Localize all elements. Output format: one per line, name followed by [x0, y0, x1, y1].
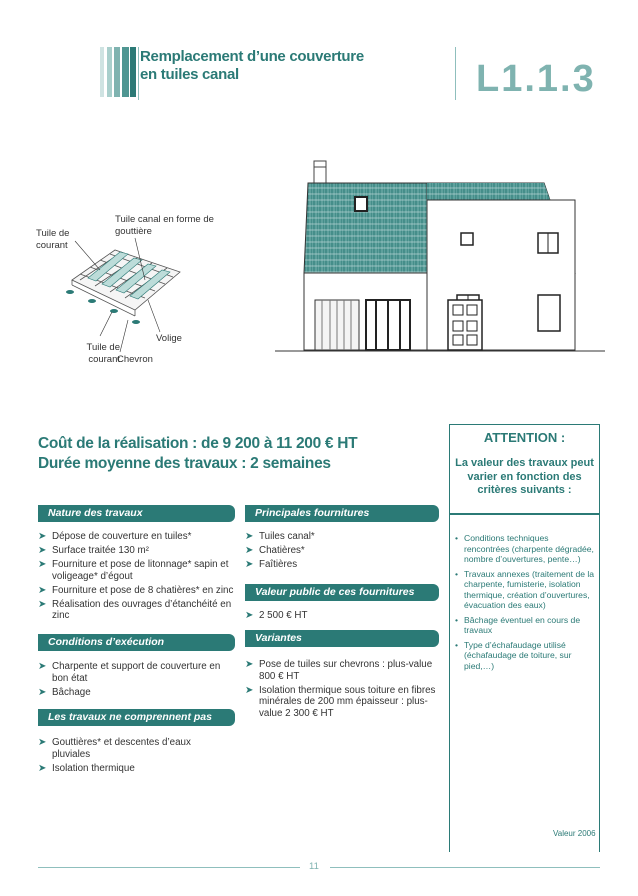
illustration-area: [0, 150, 638, 380]
list-item: ➤ Isolation thermique: [38, 762, 135, 774]
arrow-icon: ➤: [38, 584, 47, 596]
list-item: ➤ Isolation thermique sous toiture en fibres minérales de 200 mm épaisseur : plus-value 2 300 € HT: [245, 684, 436, 719]
nature-list: [38, 531, 238, 624]
arrow-icon: ➤: [245, 531, 254, 542]
list-item: ➤ Charpente et support de couverture en bon état: [38, 661, 221, 684]
variantes-list: [245, 659, 440, 722]
section-variantes-title: Variantes: [245, 630, 439, 647]
arrow-icon: ➤: [245, 545, 254, 556]
arrow-icon: ➤: [38, 531, 47, 542]
page-number: 11: [309, 861, 319, 872]
list-item: ➤ Fourniture et pose de litonnage* sapin et voligeage* d’égout: [38, 559, 229, 582]
arrow-icon: ➤: [38, 762, 47, 774]
attention-divider: [449, 513, 600, 515]
section-conditions-title: Conditions d’exécution: [38, 634, 235, 651]
cost-line: Coût de la réalisation : de 9 200 à 11 200 € HT: [38, 435, 358, 452]
list-item: ➤ Surface traitée 130 m²: [38, 545, 149, 556]
arrow-icon: ➤: [38, 661, 47, 672]
list-item: ➤ Faîtières: [245, 559, 298, 570]
arrow-icon: ➤: [245, 684, 254, 696]
section-valeur-public-title: Valeur public de ces fournitures: [245, 584, 439, 601]
house-illustration: [275, 155, 605, 375]
list-item: ➤ Dépose de couverture en tuiles*: [38, 531, 192, 542]
footer-rule-right: [330, 867, 600, 868]
header-divider: [138, 47, 139, 100]
header-stripes: [100, 47, 136, 97]
list-item: ➤ Chatières*: [245, 545, 305, 556]
list-item: • Type d’échafaudage utilisé (échafaudage de toiture, sur pied,…): [455, 640, 595, 672]
arrow-icon: ➤: [38, 598, 47, 610]
page-title: [140, 48, 450, 84]
exclus-list: [38, 737, 218, 777]
title-line-2: en tuiles canal: [140, 66, 239, 83]
attention-subtitle: La valeur des travaux peut varier en fonction des critères suivants :: [455, 457, 594, 496]
label-tuile-courant-bottom: Tuile de courant: [86, 342, 120, 365]
list-item: ➤ Gouttières* et descentes d’eaux pluviales: [38, 737, 191, 760]
footer-rule-left: [38, 867, 300, 868]
section-exclus-title: Les travaux ne comprennent pas: [38, 709, 235, 726]
arrow-icon: ➤: [245, 610, 254, 621]
list-item: ➤ Fourniture et pose de 8 chatières* en zinc: [38, 584, 234, 596]
list-item: ➤ Tuiles canal*: [245, 531, 315, 542]
label-tuile-courant-top: Tuile de courant: [36, 228, 70, 251]
arrow-icon: ➤: [245, 659, 254, 670]
cost-summary: [38, 434, 357, 474]
arrow-icon: ➤: [245, 559, 254, 570]
fournitures-list: [245, 531, 440, 573]
section-nature-title: Nature des travaux: [38, 505, 235, 522]
header-divider-right: [455, 47, 456, 100]
section-fournitures-title: Principales fournitures: [245, 505, 439, 522]
label-tuile-gouttiere: Tuile canal en forme de gouttière: [115, 214, 214, 237]
attention-title: ATTENTION :: [483, 430, 566, 445]
attention-list: [455, 533, 595, 675]
valeur-year: Valeur 2006: [553, 829, 596, 838]
arrow-icon: ➤: [38, 737, 47, 748]
list-item: • Travaux annexes (traitement de la charpente, fumisterie, isolation thermique, création d’ouvertures, évacuation des eaux): [455, 569, 595, 611]
arrow-icon: ➤: [38, 559, 47, 570]
arrow-icon: ➤: [38, 686, 47, 698]
label-chevron: Chevron: [117, 354, 153, 365]
valeur-public-list: [245, 610, 440, 624]
duration-line: Durée moyenne des travaux : 2 semaines: [38, 455, 331, 472]
title-line-1: Remplacement d’une couverture: [140, 48, 364, 65]
list-item: • Bâchage éventuel en cours de travaux: [455, 615, 595, 636]
list-item: • Conditions techniques rencontrées (charpente dégradée, nombre d’ouvertures, pente…): [455, 533, 595, 565]
arrow-icon: ➤: [38, 545, 47, 556]
label-volige: Volige: [156, 333, 182, 344]
list-item: ➤ 2 500 € HT: [245, 610, 308, 621]
list-item: ➤ Pose de tuiles sur chevrons : plus-value 800 € HT: [245, 659, 433, 682]
list-item: ➤ Bâchage: [38, 686, 91, 698]
conditions-list: [38, 661, 228, 701]
list-item: ➤ Réalisation des ouvrages d’étanchéité en zinc: [38, 598, 232, 621]
sheet-code: L1.1.3: [476, 58, 596, 100]
